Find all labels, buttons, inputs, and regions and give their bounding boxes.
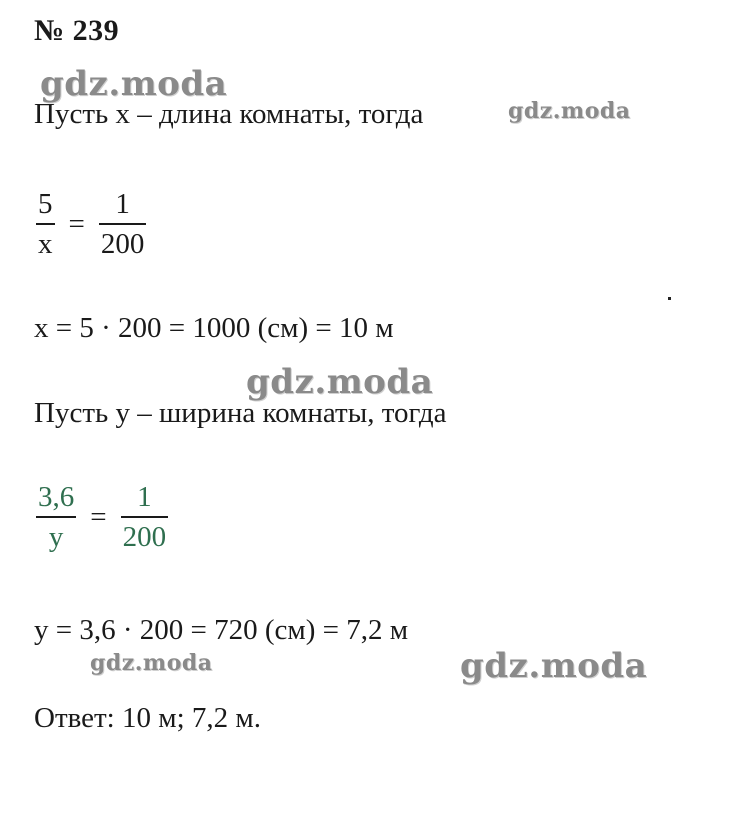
- let-x-line: Пусть x – длина комнаты, тогда: [34, 98, 424, 130]
- answer-line: Ответ: 10 м; 7,2 м.: [34, 702, 262, 734]
- proportion-y: [36, 478, 168, 556]
- stray-dot: [668, 297, 671, 300]
- equals-sign: =: [90, 500, 107, 533]
- fraction-right: [99, 185, 147, 263]
- fraction-left: [36, 478, 76, 556]
- watermark-logo: gdz.moda: [90, 650, 213, 676]
- watermark-logo: gdz.moda: [460, 646, 648, 686]
- denominator: x: [38, 228, 53, 260]
- denominator: y: [48, 521, 64, 553]
- watermark-logo: gdz.moda: [40, 64, 228, 104]
- watermark-logo: gdz.moda: [508, 98, 631, 124]
- calc-y-line: y = 3,6 · 200 = 720 (см) = 7,2 м: [34, 614, 409, 646]
- calc-x-line: x = 5 · 200 = 1000 (см) = 10 м: [34, 312, 394, 344]
- proportion-x: [36, 185, 146, 263]
- fraction-right: [121, 478, 169, 556]
- numerator: 1: [115, 188, 130, 220]
- denominator: 200: [100, 228, 145, 260]
- numerator: 1: [137, 481, 152, 513]
- fraction-left: [36, 185, 55, 263]
- watermark-logo: gdz.moda: [246, 362, 434, 402]
- numerator: 5: [38, 188, 53, 220]
- equals-sign: =: [68, 207, 85, 240]
- let-y-line: Пусть y – ширина комнаты, тогда: [34, 397, 447, 429]
- numerator: 3,6: [38, 481, 75, 513]
- problem-number: № 239: [34, 14, 120, 47]
- denominator: 200: [122, 521, 167, 553]
